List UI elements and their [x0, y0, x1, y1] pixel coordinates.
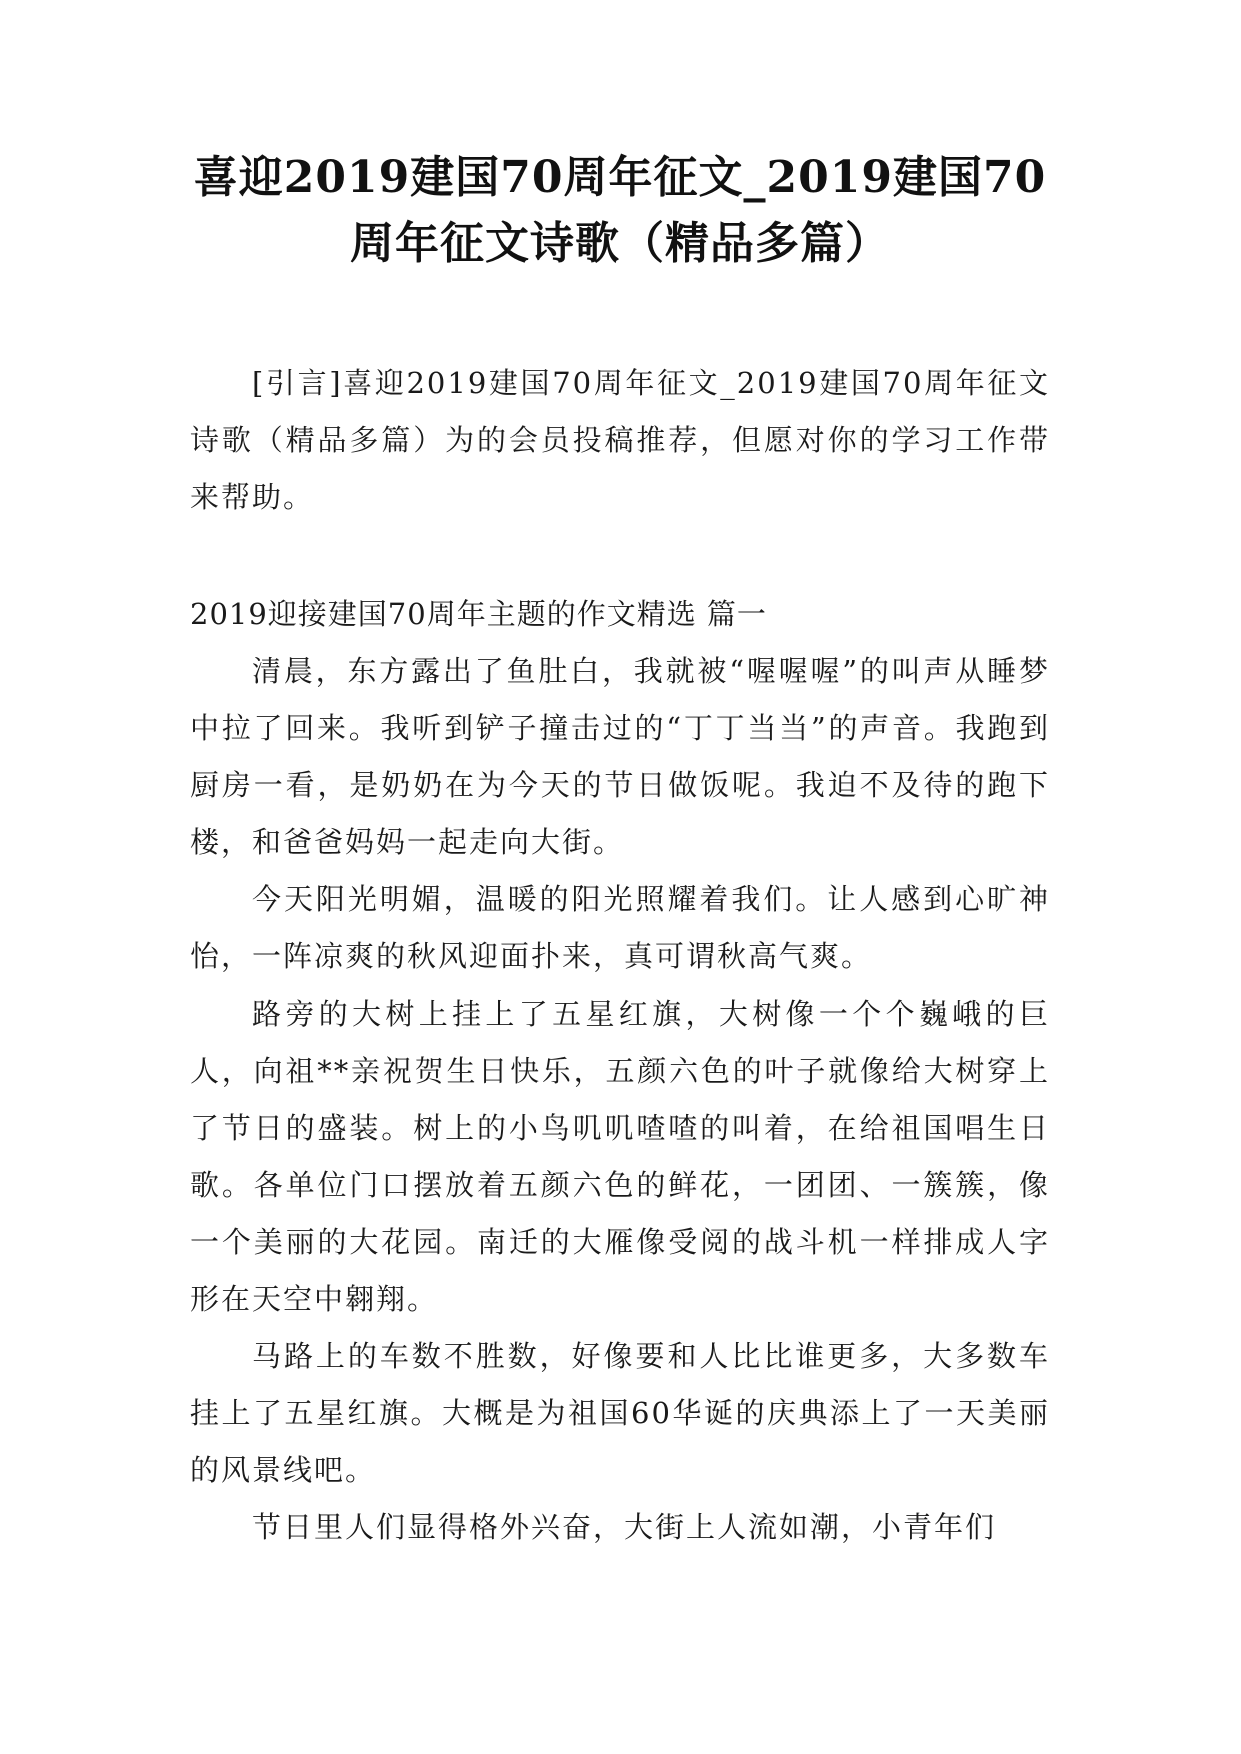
section-heading: 2019迎接建国70周年主题的作文精选 篇一 [190, 597, 767, 631]
body-paragraph-2: 今天阳光明媚，温暖的阳光照耀着我们。让人感到心旷神怡，一阵凉爽的秋风迎面扑来，真可谓秋高气爽。 [190, 882, 1050, 973]
intro-paragraph: [引言]喜迎2019建国70周年征文_2019建国70周年征文诗歌（精品多篇）为的会员投稿推荐，但愿对你的学习工作带来帮助。 [190, 366, 1050, 514]
body-paragraph-5: 节日里人们显得格外兴奋，大街上人流如潮，小青年们 [252, 1510, 997, 1544]
body-paragraph-1: 清晨，东方露出了鱼肚白，我就被“喔喔喔”的叫声从睡梦中拉了回来。我听到铲子撞击过的“丁丁当当”的声音。我跑到厨房一看，是奶奶在为今天的节日做饭呢。我迫不及待的跑下楼，和爸爸妈妈一起走向大街。 [190, 654, 1050, 859]
body-paragraph-3: 路旁的大树上挂上了五星红旗，大树像一个个巍峨的巨人，向祖**亲祝贺生日快乐，五颜六色的叶子就像给大树穿上了节日的盛装。树上的小鸟叽叽喳喳的叫着，在给祖国唱生日歌。各单位门口摆放着五颜六色的鲜花，一团团、一簇簇，像一个美丽的大花园。南迁的大雁像受阅的战斗机一样排成人字形在天空中翱翔。 [190, 997, 1050, 1316]
document-title: 喜迎2019建国70周年征文_2019建国70周年征文诗歌（精品多篇） [193, 152, 1047, 269]
body-paragraph-4: 马路上的车数不胜数，好像要和人比比谁更多，大多数车挂上了五星红旗。大概是为祖国60华诞的庆典添上了一天美丽的风景线吧。 [190, 1339, 1050, 1487]
